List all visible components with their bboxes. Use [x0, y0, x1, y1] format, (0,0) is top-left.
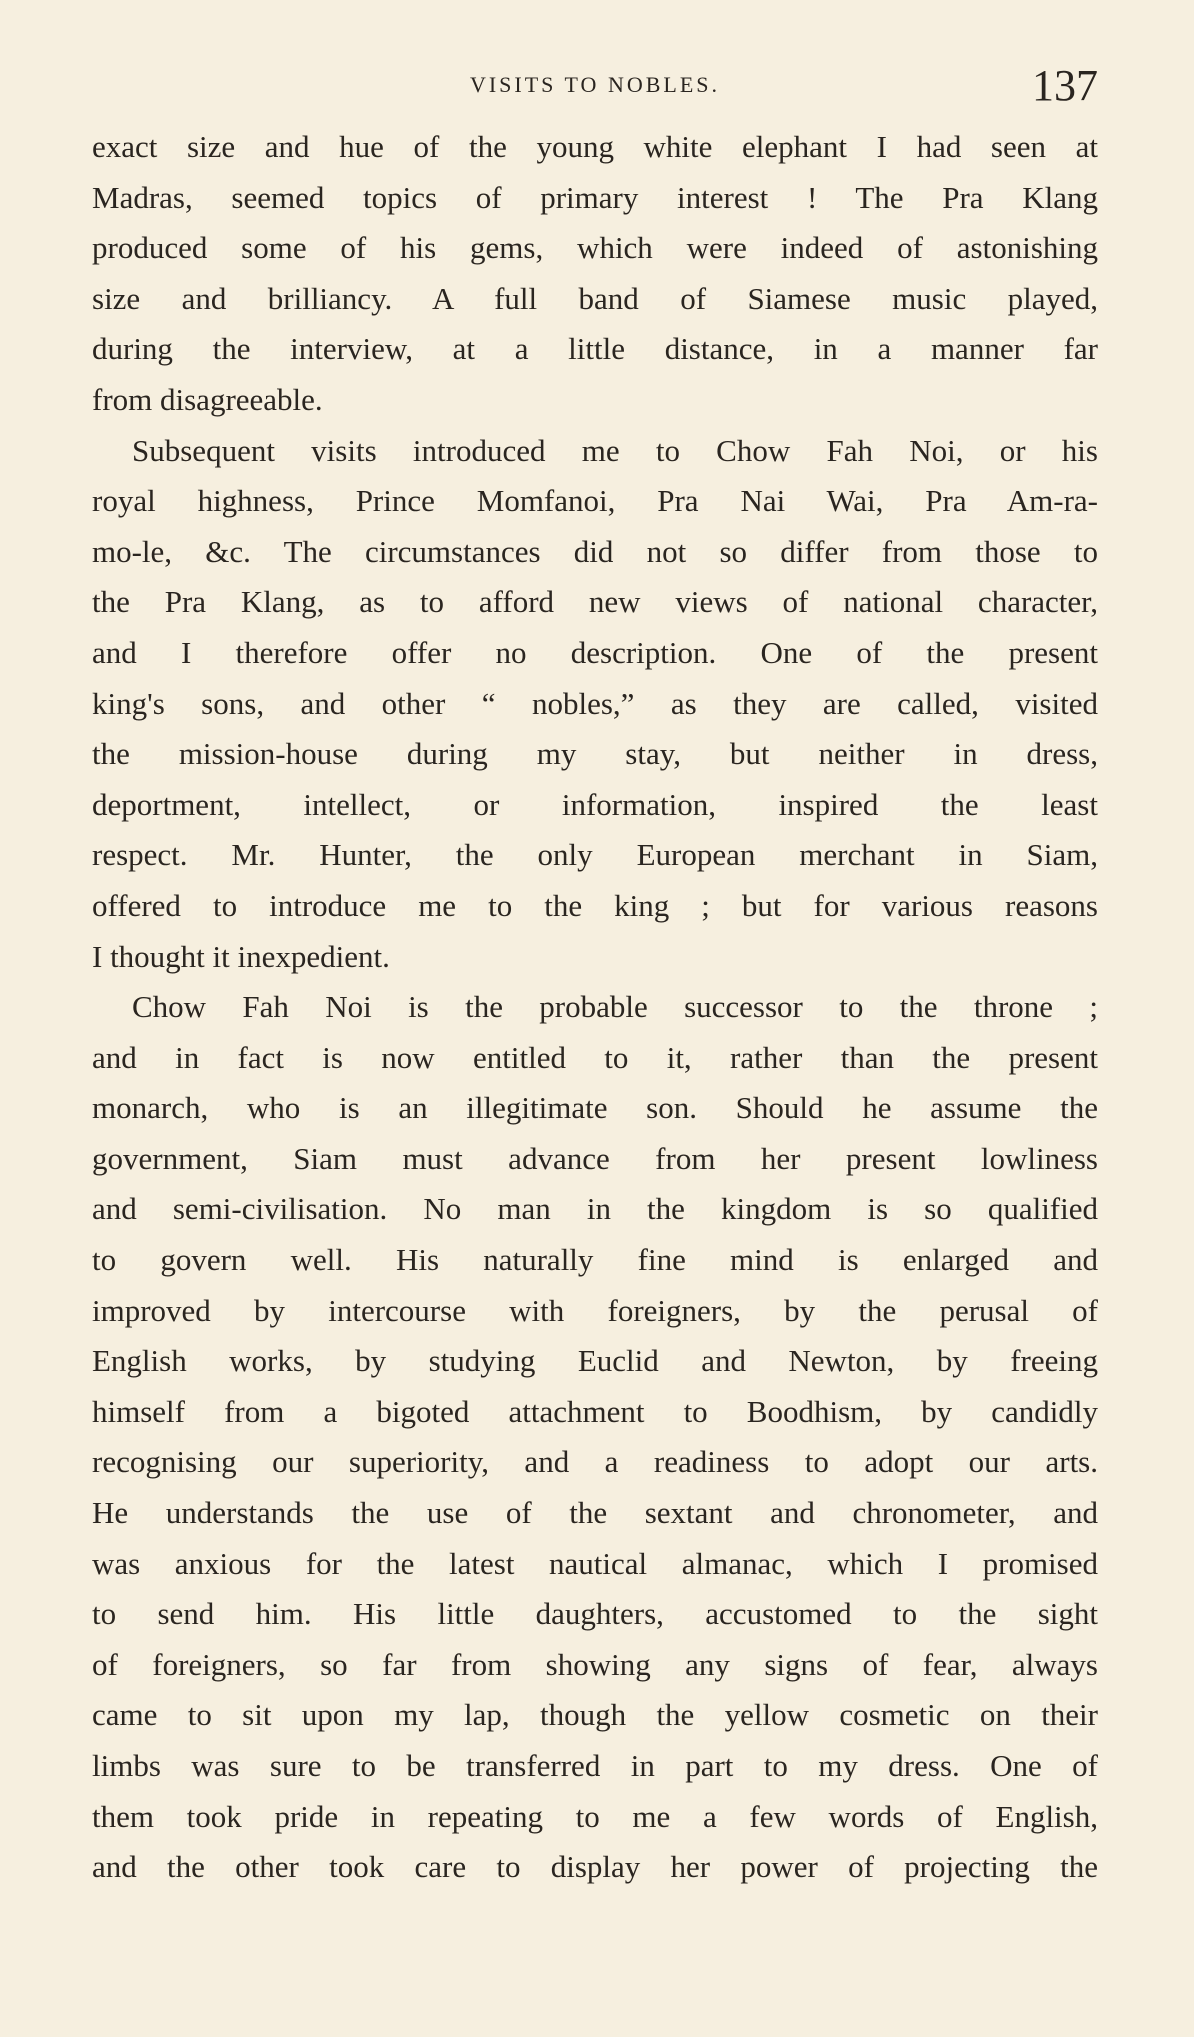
text-line: the mission-house during my stay, but neither in dress,: [92, 736, 1098, 772]
text-line: English works, by studying Euclid and Newton, by freeing: [92, 1343, 1098, 1379]
text-line: mo-le, &c. The circumstances did not so differ from those to: [92, 533, 1098, 569]
text-line: Subsequent visits introduced me to Chow Fah Noi, or his: [132, 432, 1098, 468]
text-line: to govern well. His naturally fine mind is enlarged and: [92, 1242, 1098, 1278]
running-title: VISITS TO NOBLES.: [469, 72, 721, 97]
text-line: from disagreeable.: [92, 381, 323, 417]
text-line: deportment, intellect, or information, inspired the least: [92, 786, 1098, 822]
text-line: was anxious for the latest nautical almanac, which I promised: [92, 1545, 1098, 1581]
text-line: and semi-civilisation. No man in the kingdom is so qualified: [92, 1191, 1098, 1227]
text-line: them took pride in repeating to me a few words of English,: [92, 1798, 1098, 1834]
text-line: government, Siam must advance from her present lowliness: [92, 1140, 1098, 1176]
text-line: came to sit upon my lap, though the yellow cosmetic on their: [92, 1697, 1098, 1733]
text-line: produced some of his gems, which were indeed of astonishing: [92, 230, 1098, 266]
text-line: exact size and hue of the young white elephant I had seen at: [92, 129, 1098, 164]
text-line: and the other took care to display her power of projecting the: [92, 1849, 1098, 1885]
body-text: [92, 122, 1098, 1893]
text-line: size and brilliancy. A full band of Siamese music played,: [92, 280, 1098, 316]
text-line: I thought it inexpedient.: [92, 938, 390, 974]
text-line: the Pra Klang, as to afford new views of national character,: [92, 584, 1098, 620]
page-number: 137: [1032, 61, 1098, 110]
text-line: during the interview, at a little distance, in a manner far: [92, 331, 1098, 367]
text-line: himself from a bigoted attachment to Boodhism, by candidly: [92, 1393, 1098, 1429]
text-line: improved by intercourse with foreigners, by the perusal of: [92, 1292, 1098, 1328]
text-line: He understands the use of the sextant and chronometer, and: [92, 1495, 1098, 1531]
text-line: offered to introduce me to the king ; but for various reasons: [92, 887, 1098, 923]
text-line: royal highness, Prince Momfanoi, Pra Nai Wai, Pra Am-ra-: [92, 483, 1098, 519]
text-line: recognising our superiority, and a readiness to adopt our arts.: [92, 1444, 1098, 1480]
text-line: of foreigners, so far from showing any signs of fear, always: [92, 1646, 1098, 1682]
running-head: [92, 60, 1098, 120]
text-line: and I therefore offer no description. One of the present: [92, 634, 1098, 670]
text-line: Madras, seemed topics of primary interest ! The Pra Klang: [92, 179, 1098, 215]
text-line: king's sons, and other “ nobles,” as they are called, visited: [92, 685, 1098, 721]
text-line: and in fact is now entitled to it, rather than the present: [92, 1039, 1098, 1075]
text-line: Chow Fah Noi is the probable successor to the throne ;: [132, 989, 1098, 1025]
text-line: monarch, who is an illegitimate son. Should he assume the: [92, 1090, 1098, 1126]
text-line: limbs was sure to be transferred in part to my dress. One of: [92, 1748, 1098, 1783]
text-line: to send him. His little daughters, accustomed to the sight: [92, 1596, 1098, 1632]
text-line: respect. Mr. Hunter, the only European merchant in Siam,: [92, 837, 1098, 873]
